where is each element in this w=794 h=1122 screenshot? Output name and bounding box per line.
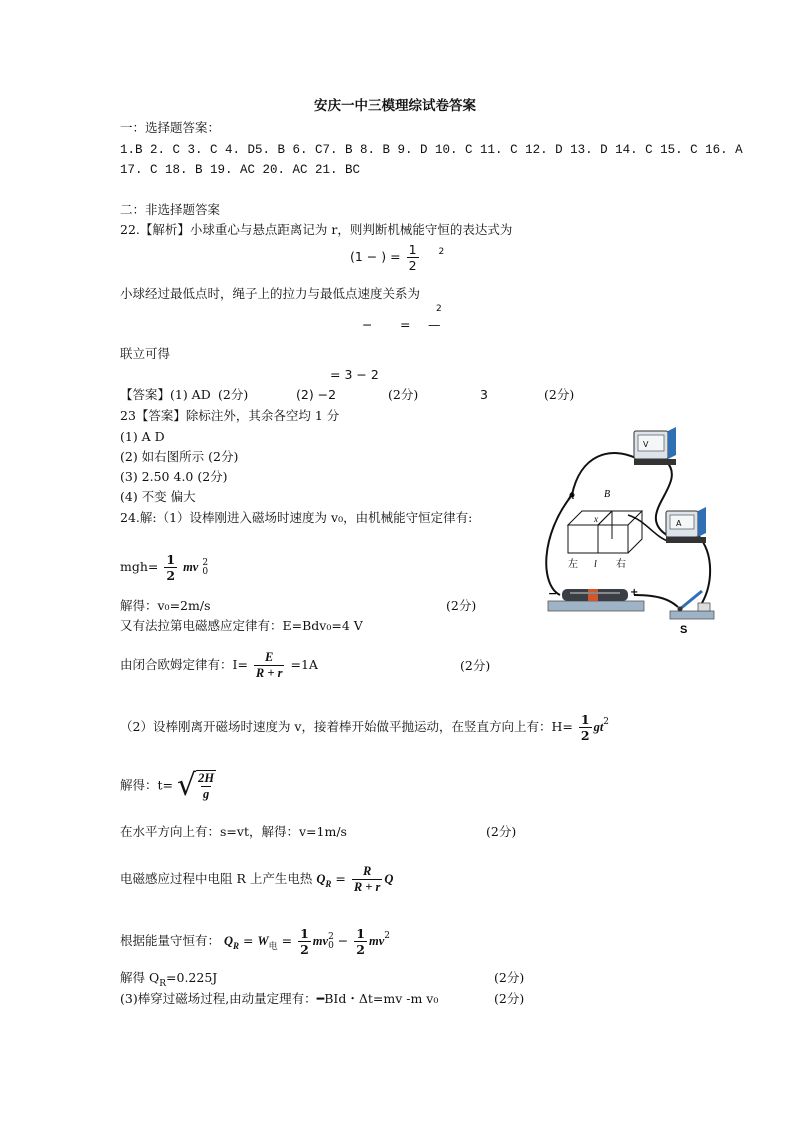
label-a: A [568,491,575,502]
q23-intro: 23【答案】除标注外，其余各空均 1 分 [120,408,340,423]
label-x: x [594,514,598,524]
q24-horizontal: 在水平方向上有：s=vt，解得：v=1m/s [120,824,347,839]
q22-answer: 【答案】(1) AD (2分) (2) −2 (2分) 3 (2分) [120,387,575,402]
q24-part3: (3)棒穿过磁场过程,由动量定理有：━BId・Δt=mv -m v₀ [120,991,439,1006]
q24-solve-q: 解得 $Q_R=0.225J$ [120,970,218,989]
resistance-box [568,511,642,553]
label-s: S [680,624,688,635]
eq1-fraction: $\frac{1}{2}$ [408,242,417,273]
q24-intro: 24.解:（1）设棒刚进入磁场时速度为 v₀，由机械能守恒定律有: [120,510,473,525]
q24-faraday: 又有法拉第电磁感应定律有：E=Bdv₀=4 V [120,618,363,633]
sqrt-expression: √ $\frac{2H}{g}$ [176,768,215,803]
eq1-left: (1 − ) = [350,249,401,264]
voltmeter-label: V [643,440,649,449]
label-l: l [594,559,597,570]
q24-heat: 电磁感应过程中电阻 R 上产生电热 $Q_R$ = $\frac{R}{R + r}$ Q [120,864,394,894]
q23-answer-1: (1) A D [120,429,165,444]
label-b: B [604,489,611,500]
q22-intro: 22.【解析】小球重心与悬点距离记为 r，则判断机械能守恒的表达式为 [120,222,513,237]
q24-solve-t: 解得：t= √ $\frac{2H}{g}$ [120,768,215,803]
battery-minus: − [548,587,558,600]
q24-points-4: (2分) [494,970,525,985]
section-2-heading: 二：非选择题答案 [120,202,221,217]
q24-points-2: (2分) [460,658,491,673]
q23-answer-4: (4) 不变 偏大 [120,489,196,504]
q24-points-5: (2分) [494,991,525,1006]
voltmeter [634,427,676,465]
q24-points-1: (2分) [446,598,477,613]
q22-equation-1: (1 − ) = $\frac{1}{2}$ $^2$ [350,242,445,273]
mc-answers-line-1: 1.B 2. C 3. C 4. D5. B 6. C7. B 8. B 9. D 10. C 11. C 12. D 13. D 14. C 15. C 16. A [120,143,743,157]
label-left: 左 [568,559,578,570]
section-1-heading: 一：选择题答案： [120,120,221,135]
label-right: 右 [616,559,626,570]
q23-answer-2: (2) 如右图所示 (2分) [120,449,239,464]
q24-solve-v0: 解得：v₀=2m/s [120,598,211,613]
mc-answers-line-2: 17. C 18. B 19. AC 20. AC 21. BC [120,163,361,177]
q24-part2: （2）设棒刚离开磁场时速度为 v，接着棒开始做平抛运动，在竖直方向上有：H= $\frac{1}{2}$ $gt^2$ [120,712,610,743]
ammeter [666,507,706,543]
battery-plus: + [630,587,639,598]
q24-mgh-equation: mgh= $\frac{1}{2}$ mv 2 0 [120,552,209,583]
q22-line-3: 联立可得 [120,346,171,361]
page-title: 安庆一中三模理综试卷答案 [314,98,476,114]
q24-ohm: 由闭合欧姆定律有：I= $\frac{E}{R + r}$ =1A [120,650,318,680]
q24-energy: 根据能量守恒有： $Q_R = W_电$ = $\frac{1}{2}$ mv 2 0 − $\frac{1}{2}$ $mv^2$ [120,926,390,957]
q23-answer-3: (3) 2.50 4.0 (2分) [120,469,228,484]
q22-equation-3: = 3 − 2 [330,367,379,382]
q22-line-2: 小球经过最低点时，绳子上的拉力与最低点速度关系为 [120,286,421,301]
circuit-figure [530,425,730,635]
ammeter-label: A [676,519,682,528]
q24-points-3: (2分) [486,824,517,839]
